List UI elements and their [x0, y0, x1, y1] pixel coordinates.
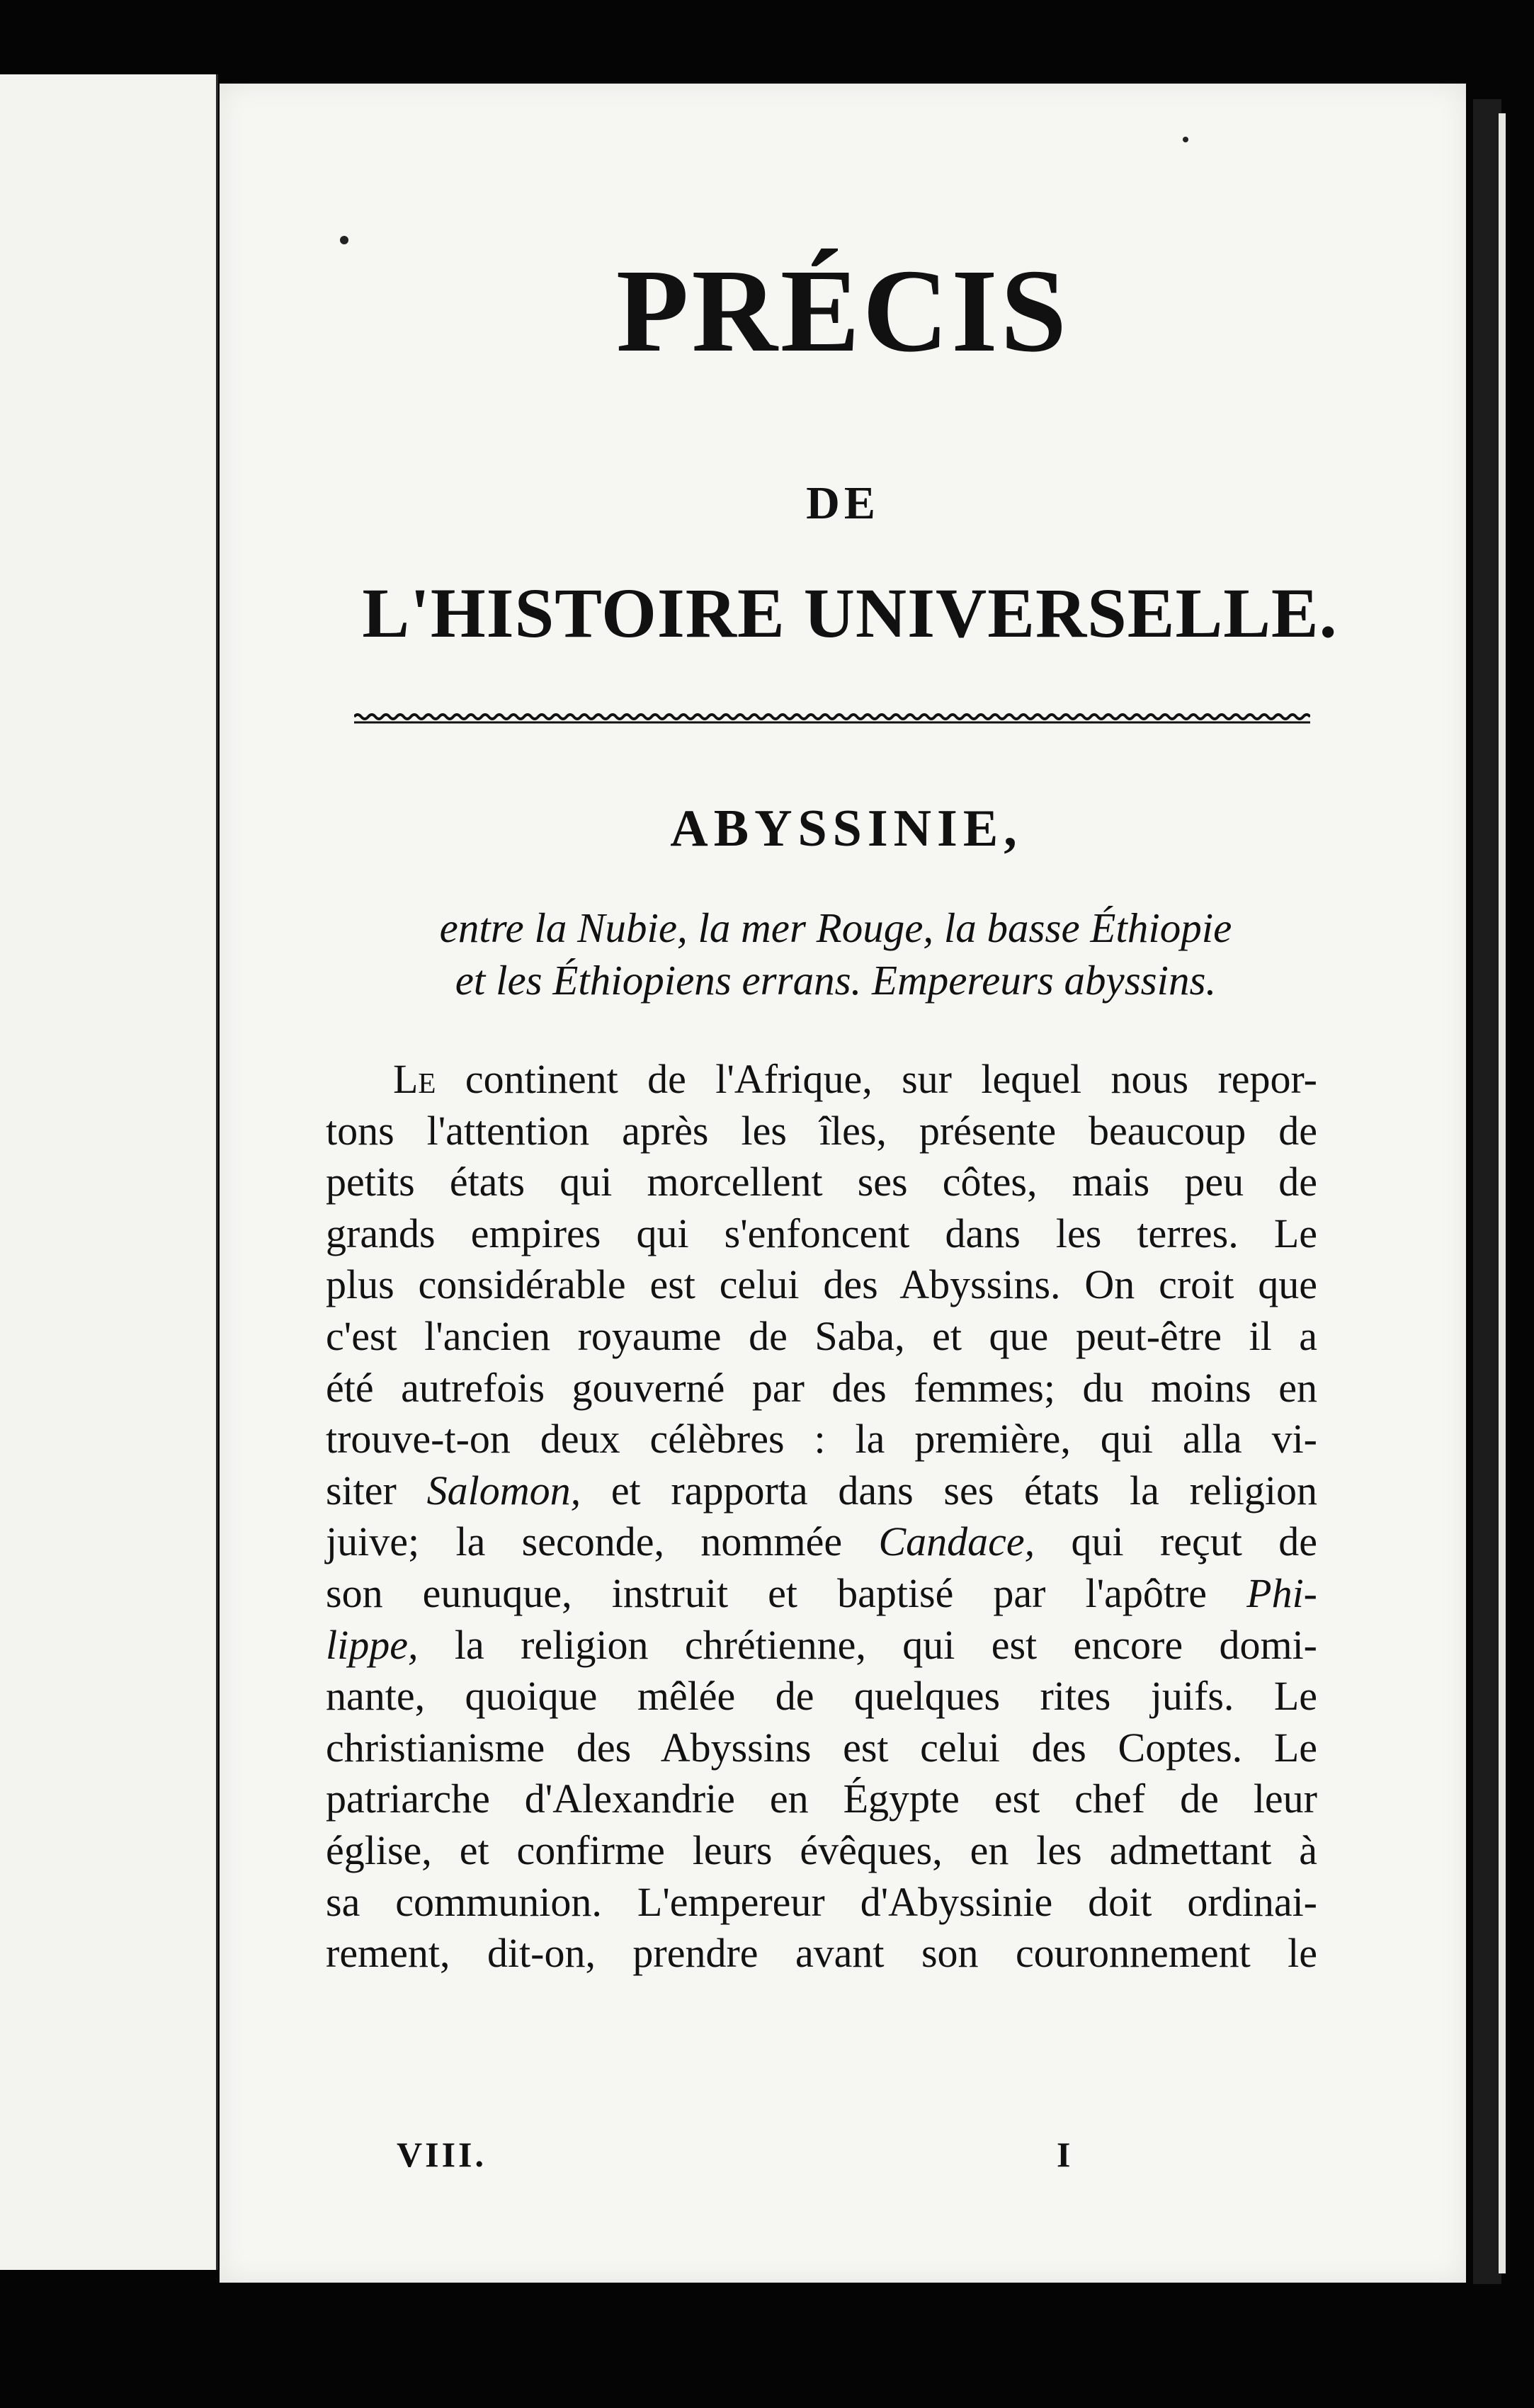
text-line: c'est l'ancien royaume de Saba, et que peut-être il a — [326, 1312, 1317, 1359]
text-line — [326, 1620, 1317, 1671]
section-subtitle-line: et les Éthiopiens errans. Empereurs abyssins. — [455, 957, 1217, 1004]
signature-number: I — [1057, 2135, 1071, 2174]
text-span: qui reçut de — [1035, 1518, 1317, 1565]
body-paragraph — [326, 1054, 1317, 1980]
text-line: nante, quoique mêlée de quelques rites juifs. Le — [326, 1673, 1317, 1720]
drop-word: Le — [393, 1056, 436, 1102]
book-edge-highlight — [1499, 113, 1506, 2273]
text-line: tons l'attention après les îles, présente beaucoup de — [326, 1107, 1317, 1154]
facing-page — [0, 74, 218, 2270]
text-line: christianisme des Abyssins est celui des Coptes. Le — [326, 1724, 1317, 1771]
text-line — [326, 1516, 1317, 1568]
italic-name: Phi- — [1246, 1569, 1317, 1616]
ink-speck — [1183, 137, 1188, 142]
text-line: plus considérable est celui des Abyssins. On croit que — [326, 1261, 1317, 1308]
text-span: la religion chrétienne, qui est encore domi- — [418, 1621, 1317, 1668]
text-line: grands empires qui s'enfoncent dans les terres. Le — [326, 1210, 1317, 1256]
text-line: été autrefois gouverné par des femmes; du moins en — [326, 1364, 1317, 1411]
book-title: PRÉCIS — [615, 245, 1070, 377]
italic-name: lippe, — [326, 1621, 419, 1668]
book-edge — [1473, 99, 1501, 2295]
text-line: petits états qui morcellent ses côtes, mais peu de — [326, 1159, 1317, 1205]
text-line: sa communion. L'empereur d'Abyssinie doit ordinai- — [326, 1878, 1317, 1925]
text-span: siter — [326, 1467, 427, 1513]
text-span: continent de l'Afrique, sur lequel nous repor- — [436, 1056, 1317, 1102]
text-line: trouve-t-on deux célèbres : la première, qui alla vi- — [326, 1416, 1317, 1463]
text-line — [326, 1054, 1317, 1106]
scan-margin — [0, 2284, 1534, 2408]
text-line: rement, dit-on, prendre avant son couronnement le — [326, 1930, 1317, 1977]
text-line — [326, 1568, 1317, 1620]
text-line — [326, 1465, 1317, 1517]
section-subtitle — [340, 902, 1331, 1006]
book-title-connector: DE — [806, 477, 880, 529]
text-span: et rapporta dans ses états la religion — [581, 1467, 1317, 1513]
italic-name: Candace, — [878, 1518, 1035, 1565]
section-title: ABYSSINIE, — [670, 800, 1023, 858]
text-span: son eunuque, instruit et baptisé par l'apôtre — [326, 1569, 1247, 1616]
text-line: patriarche d'Alexandrie en Égypte est chef de leur — [326, 1776, 1317, 1822]
section-subtitle-line: entre la Nubie, la mer Rouge, la basse Éthiopie — [439, 904, 1232, 951]
text-line: église, et confirme leurs évêques, en les admettant à — [326, 1827, 1317, 1873]
signature-mark: VIII. — [397, 2135, 487, 2174]
wavy-rule-divider — [354, 712, 1310, 724]
text-span: juive; la seconde, nommée — [326, 1518, 879, 1565]
book-title-subject: L'HISTOIRE UNIVERSELLE. — [362, 574, 1338, 652]
book-page — [220, 84, 1466, 2283]
italic-name: Salomon, — [426, 1467, 581, 1513]
